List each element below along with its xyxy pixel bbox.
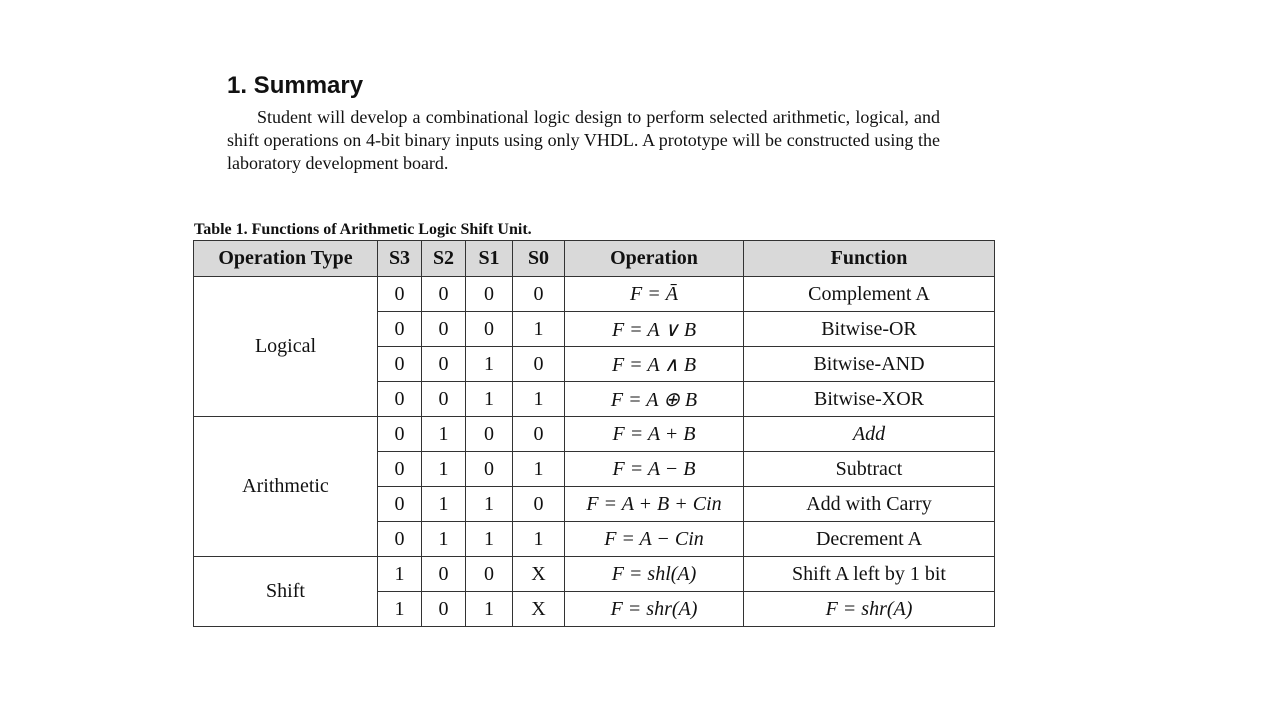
cell-operation: F = Ā bbox=[565, 277, 744, 312]
cell-operation: F = A − B bbox=[565, 452, 744, 487]
alsu-function-table bbox=[193, 240, 995, 627]
cell-s2: 0 bbox=[422, 557, 466, 592]
header-s0: S0 bbox=[513, 241, 565, 277]
cell-s3: 1 bbox=[378, 592, 422, 627]
cell-s2: 1 bbox=[422, 487, 466, 522]
cell-s3: 0 bbox=[378, 382, 422, 417]
cell-s0: X bbox=[513, 557, 565, 592]
section-heading: 1. Summary bbox=[227, 72, 364, 99]
cell-s1: 1 bbox=[466, 347, 513, 382]
cell-s3: 0 bbox=[378, 277, 422, 312]
cell-s2: 0 bbox=[422, 592, 466, 627]
cell-s2: 1 bbox=[422, 452, 466, 487]
cell-operation: F = A + B bbox=[565, 417, 744, 452]
cell-operation: F = A − Cin bbox=[565, 522, 744, 557]
group-logical: Logical bbox=[194, 277, 378, 417]
cell-function: Bitwise-XOR bbox=[744, 382, 995, 417]
cell-operation: F = shl(A) bbox=[565, 557, 744, 592]
cell-s2: 0 bbox=[422, 277, 466, 312]
cell-s0: 0 bbox=[513, 347, 565, 382]
cell-s1: 1 bbox=[466, 382, 513, 417]
cell-s0: 1 bbox=[513, 522, 565, 557]
cell-s1: 0 bbox=[466, 557, 513, 592]
cell-function: Add with Carry bbox=[744, 487, 995, 522]
cell-s3: 0 bbox=[378, 312, 422, 347]
cell-function: Subtract bbox=[744, 452, 995, 487]
header-s1: S1 bbox=[466, 241, 513, 277]
cell-s2: 0 bbox=[422, 312, 466, 347]
cell-s2: 1 bbox=[422, 417, 466, 452]
table-caption: Table 1. Functions of Arithmetic Logic Shift Unit. bbox=[194, 221, 532, 238]
header-operation: Operation bbox=[565, 241, 744, 277]
cell-s0: 0 bbox=[513, 417, 565, 452]
table-row bbox=[194, 417, 995, 452]
cell-operation: F = A ⊕ B bbox=[565, 382, 744, 417]
cell-function: F = shr(A) bbox=[744, 592, 995, 627]
cell-s0: 0 bbox=[513, 487, 565, 522]
cell-s1: 1 bbox=[466, 522, 513, 557]
cell-function: Bitwise-OR bbox=[744, 312, 995, 347]
header-operation-type: Operation Type bbox=[194, 241, 378, 277]
cell-s0: X bbox=[513, 592, 565, 627]
cell-operation: F = A + B + Cin bbox=[565, 487, 744, 522]
cell-s3: 1 bbox=[378, 557, 422, 592]
cell-s2: 1 bbox=[422, 522, 466, 557]
cell-s3: 0 bbox=[378, 452, 422, 487]
cell-function: Bitwise-AND bbox=[744, 347, 995, 382]
cell-s0: 1 bbox=[513, 382, 565, 417]
cell-s1: 0 bbox=[466, 417, 513, 452]
header-s2: S2 bbox=[422, 241, 466, 277]
cell-s2: 0 bbox=[422, 347, 466, 382]
cell-s3: 0 bbox=[378, 522, 422, 557]
cell-s3: 0 bbox=[378, 417, 422, 452]
cell-s1: 0 bbox=[466, 277, 513, 312]
cell-s1: 1 bbox=[466, 487, 513, 522]
table-row bbox=[194, 557, 995, 592]
cell-operation: F = A ∨ B bbox=[565, 312, 744, 347]
summary-paragraph: Student will develop a combinational logic design to perform selected arithmetic, logical, and shift operations on 4-bit binary inputs using only VHDL. A prototype will be constructed using the laboratory development board. bbox=[227, 107, 940, 173]
cell-function: Decrement A bbox=[744, 522, 995, 557]
cell-function: Complement A bbox=[744, 277, 995, 312]
cell-s0: 0 bbox=[513, 277, 565, 312]
header-s3: S3 bbox=[378, 241, 422, 277]
cell-operation: F = shr(A) bbox=[565, 592, 744, 627]
cell-s3: 0 bbox=[378, 487, 422, 522]
cell-function: Shift A left by 1 bit bbox=[744, 557, 995, 592]
cell-s0: 1 bbox=[513, 452, 565, 487]
cell-s1: 1 bbox=[466, 592, 513, 627]
cell-s1: 0 bbox=[466, 312, 513, 347]
table-header-row bbox=[194, 241, 995, 277]
header-function: Function bbox=[744, 241, 995, 277]
group-arithmetic: Arithmetic bbox=[194, 417, 378, 557]
group-shift: Shift bbox=[194, 557, 378, 627]
table-row bbox=[194, 277, 995, 312]
cell-s2: 0 bbox=[422, 382, 466, 417]
cell-s0: 1 bbox=[513, 312, 565, 347]
cell-s1: 0 bbox=[466, 452, 513, 487]
cell-operation: F = A ∧ B bbox=[565, 347, 744, 382]
cell-function: Add bbox=[744, 417, 995, 452]
cell-s3: 0 bbox=[378, 347, 422, 382]
